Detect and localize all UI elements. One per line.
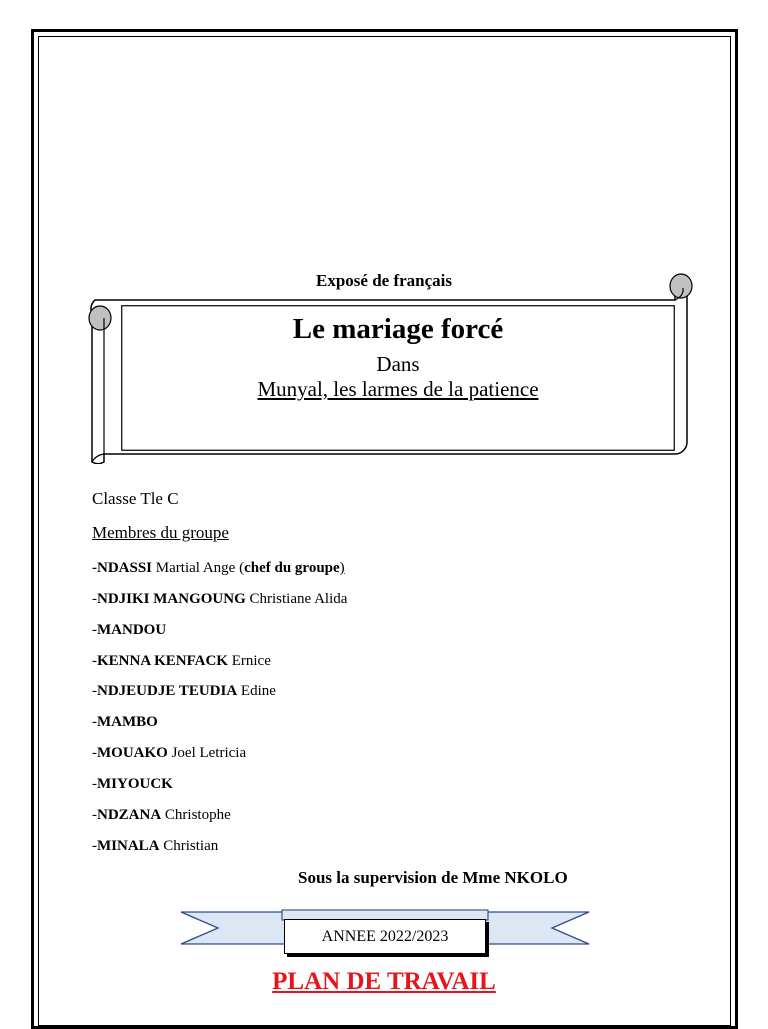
member-item: -NDJEUDJE TEUDIA Edine xyxy=(92,683,276,699)
class-label: Classe Tle C xyxy=(92,489,179,508)
main-title: Le mariage forcé xyxy=(292,313,504,345)
member-item: -MINALA Christian xyxy=(92,838,219,854)
title-connector: Dans xyxy=(376,352,420,376)
members-heading: Membres du groupe xyxy=(92,523,229,542)
member-item: -MANDOU xyxy=(92,622,167,638)
member-item: -NDZANA Christophe xyxy=(92,807,231,823)
member-item: -KENNA KENFACK Ernice xyxy=(92,653,271,669)
subject-label: Exposé de français xyxy=(316,271,452,290)
member-item: -NDASSI Martial Ange (chef du groupe) xyxy=(92,560,345,576)
member-item: -MOUAKO Joel Letricia xyxy=(92,745,247,761)
supervision-label: Sous la supervision de Mme NKOLO xyxy=(298,868,568,887)
member-item: -MIYOUCK xyxy=(92,776,173,792)
title-panel-border xyxy=(121,305,675,451)
member-item: -NDJIKI MANGOUNG Christiane Alida xyxy=(92,591,348,607)
book-title: Munyal, les larmes de la patience xyxy=(257,377,539,401)
work-plan-heading: PLAN DE TRAVAIL xyxy=(272,968,496,995)
member-item: -MAMBO xyxy=(92,714,158,730)
year-box: ANNEE 2022/2023 xyxy=(284,919,486,954)
